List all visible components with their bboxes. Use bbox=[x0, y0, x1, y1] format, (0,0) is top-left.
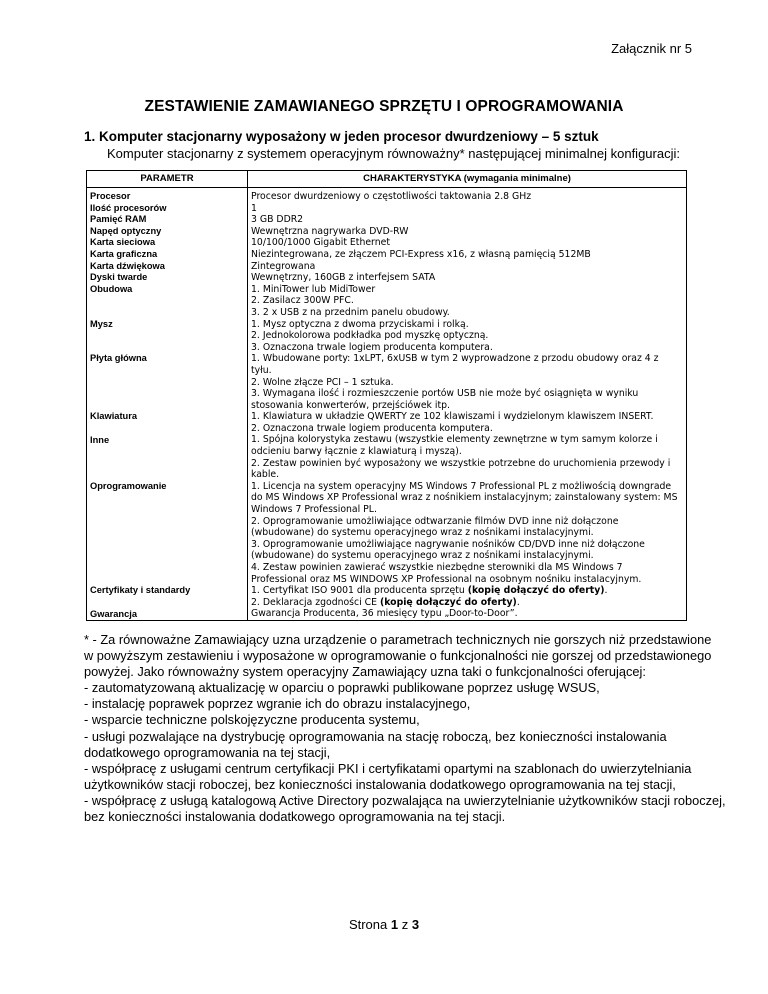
note-line: - współpracę z usługą katalogową Active Directory pozwalająca na uwierzytelnianie użytkowników stacji roboczej, bbox=[84, 792, 726, 808]
spec-line: 2. Oznaczona trwale logiem producenta komputera. bbox=[251, 422, 493, 434]
spec-line: odcieniu barwy łącznie z klawiaturą i myszą). bbox=[251, 446, 462, 458]
certificate-line bbox=[251, 585, 683, 597]
decl-copy-note: (kopię dołączyć do oferty) bbox=[380, 596, 517, 608]
note-line: - zautomatyzowaną aktualizację w oparciu o poprawki publikowane poprzez usługę WSUS, bbox=[84, 680, 600, 696]
footer-prefix: Strona bbox=[348, 917, 391, 932]
page-number: 1 bbox=[390, 917, 399, 932]
param-label: Dyski twarde bbox=[90, 272, 148, 283]
param-label: Ilość procesorów bbox=[90, 202, 167, 213]
spec-line: Professional oraz MS WINDOWS XP Professional na osobnym nośniku instalacyjnym. bbox=[251, 573, 642, 585]
note-line: bez konieczności instalowania dodatkowego oprogramowania na tej stacji. bbox=[84, 809, 506, 825]
cert-copy-note: (kopię dołączyć do oferty) bbox=[467, 585, 605, 597]
spec-line: 2. Zestaw powinien być wyposażony we wszystkie potrzebne do uruchomienia przewody i bbox=[251, 457, 671, 469]
note-line: - wsparcie techniczne polskojęzyczne producenta systemu, bbox=[84, 712, 420, 728]
spec-line: (wbudowane) do systemu operacyjnego wraz z nośnikami instalacyjnymi. bbox=[251, 550, 594, 562]
spec-column bbox=[248, 188, 687, 621]
declaration-line bbox=[251, 597, 683, 609]
spec-line: 2. Oprogramowanie umożliwiające odtwarzanie filmów DVD inne niż dołączone bbox=[251, 515, 619, 527]
attachment-label: Załącznik nr 5 bbox=[611, 41, 692, 56]
spec-line: Procesor dwurdzeniowy o częstotliwości taktowania 2.8 GHz bbox=[251, 191, 532, 202]
param-column-header: PARAMETR bbox=[87, 171, 248, 188]
spec-line: 1. Licencja na system operacyjny MS Windows 7 Professional PL z możliwością downgrade bbox=[251, 480, 672, 492]
spec-line: do MS Windows XP Professional wraz z nośnikiem instalacyjnym; zainstalowany system: MS bbox=[251, 492, 678, 504]
spec-table bbox=[86, 170, 687, 621]
spec-line: 2. Zasilacz 300W PFC. bbox=[251, 295, 354, 307]
param-label: Karta sieciowa bbox=[90, 237, 156, 248]
equivalence-note bbox=[84, 632, 726, 825]
page-footer bbox=[0, 917, 768, 932]
param-label: Mysz bbox=[90, 318, 113, 329]
spec-line: Zintegrowana bbox=[251, 260, 316, 272]
param-label: Pamięć RAM bbox=[90, 214, 147, 225]
spec-line: 1. Klawiatura w układzie QWERTY ze 102 klawiszami i wydzielonym klawiszem INSERT. bbox=[251, 411, 654, 423]
spec-line: 4. Zestaw powinien zawierać wszystkie niezbędne sterowniki dla MS Windows 7 bbox=[251, 562, 623, 573]
note-line: użytkowników stacji roboczej, bez konieczności instalowania dodatkowego oprogramowania na tej stacji, bbox=[84, 776, 676, 792]
section-subheading: Komputer stacjonarny z systemem operacyjnym równoważny* następującej minimalnej konfiguracji: bbox=[107, 146, 680, 161]
note-line: - współpracę z usługami centrum certyfikacji PKI i certyfikatami opartymi na szablonach do uwierzytelniania bbox=[84, 760, 692, 776]
spec-line: Windows 7 Professional PL. bbox=[251, 504, 377, 516]
page-total: 3 bbox=[411, 917, 420, 932]
section-heading: 1. Komputer stacjonarny wyposażony w jeden procesor dwurdzeniowy – 5 sztuk bbox=[84, 129, 599, 144]
note-line: - instalację poprawek poprzez wgranie ich do obrazu instalacyjnego, bbox=[84, 696, 471, 712]
param-label: Inne bbox=[90, 434, 110, 445]
param-label: Obudowa bbox=[90, 283, 133, 294]
spec-line: 10/100/1000 Gigabit Ethernet bbox=[251, 237, 390, 249]
spec-line: 1. MiniTower lub MidiTower bbox=[251, 283, 376, 295]
param-label: Płyta główna bbox=[90, 353, 147, 364]
table-body-row bbox=[87, 188, 687, 621]
spec-line: 3. Oznaczona trwale logiem producenta komputera. bbox=[251, 341, 493, 353]
spec-line: 2. Jednokolorowa podkładka pod myszkę optyczną. bbox=[251, 330, 489, 342]
spec-line: stosowania konwerterów, przejściówek itp. bbox=[251, 399, 450, 411]
decl-text: 2. Deklaracja zgodności CE bbox=[251, 596, 380, 608]
spec-column-header: CHARAKTERYSTYKA (wymagania minimalne) bbox=[248, 171, 687, 188]
spec-line: 2. Wolne złącze PCI – 1 sztuka. bbox=[251, 376, 394, 388]
note-line: - usługi pozwalające na dystrybucję oprogramowania na stację roboczą, bez konieczności instalowania bbox=[84, 728, 667, 744]
spec-line: 3. 2 x USB z na przednim panelu obudowy. bbox=[251, 306, 450, 318]
spec-line: 3 GB DDR2 bbox=[251, 214, 304, 226]
cert-punct: . bbox=[604, 585, 608, 597]
param-label: Certyfikaty i standardy bbox=[90, 585, 191, 596]
spec-line: Niezintegrowana, ze złączem PCI-Express x16, z własną pamięcią 512MB bbox=[251, 248, 591, 260]
param-label: Oprogramowanie bbox=[90, 480, 167, 491]
param-label: Klawiatura bbox=[90, 411, 138, 422]
spec-line: tyłu. bbox=[251, 364, 272, 376]
param-column bbox=[87, 188, 248, 621]
decl-punct: . bbox=[516, 596, 520, 608]
warranty-line: Gwarancja Producenta, 36 miesięcy typu „Door-to-Door”. bbox=[251, 608, 518, 620]
footer-separator: z bbox=[398, 917, 412, 932]
note-line: dodatkowego oprogramowania na tej stacji, bbox=[84, 744, 331, 760]
document-title: ZESTAWIENIE ZAMAWIANEGO SPRZĘTU I OPROGRAMOWANIA bbox=[144, 98, 624, 115]
param-label: Karta dźwiękowa bbox=[90, 260, 165, 271]
spec-line: 1. Wbudowane porty: 1xLPT, 6xUSB w tym 2 wyprowadzone z przodu obudowy oraz 4 z bbox=[251, 353, 659, 365]
table-header-row bbox=[87, 171, 687, 188]
spec-line: Wewnętrzny, 160GB z interfejsem SATA bbox=[251, 272, 436, 284]
note-line: powyżej. Jako równoważny system operacyjny Zamawiający uzna taki o funkcjonalności oferującej: bbox=[84, 664, 646, 680]
spec-line: 1. Spójna kolorystyka zestawu (wszystkie elementy zewnętrzne w tym samym kolorze i bbox=[251, 434, 658, 446]
cert-text: 1. Certyfikat ISO 9001 dla producenta sprzętu bbox=[251, 585, 468, 597]
param-label: Karta graficzna bbox=[90, 248, 158, 259]
spec-line: 3. Oprogramowanie umożliwiające nagrywanie nośników CD/DVD inne niż dołączone bbox=[251, 538, 645, 550]
spec-line: 3. Wymagana ilość i rozmieszczenie portów USB nie może być osiągnięta w wyniku bbox=[251, 388, 639, 400]
spec-line: 1. Mysz optyczna z dwoma przyciskami i rolką. bbox=[251, 318, 469, 330]
spec-line: Wewnętrzna nagrywarka DVD-RW bbox=[251, 225, 409, 237]
param-label: Procesor bbox=[90, 191, 131, 201]
spec-line: kable. bbox=[251, 469, 280, 481]
note-line: w powyższym zestawieniu i wyposażone w oprogramowanie o funkcjonalności nie gorszej od przedstawionego bbox=[84, 648, 712, 664]
param-label: Gwarancja bbox=[90, 608, 138, 619]
param-label: Napęd optyczny bbox=[90, 225, 162, 236]
note-line: * - Za równoważne Zamawiający uzna urządzenie o parametrach technicznych nie gorszych niż przedstawione bbox=[84, 632, 712, 647]
spec-line: (wbudowane) do systemu operacyjnego wraz z nośnikami instalacyjnymi. bbox=[251, 527, 594, 539]
spec-line: 1 bbox=[251, 202, 257, 214]
